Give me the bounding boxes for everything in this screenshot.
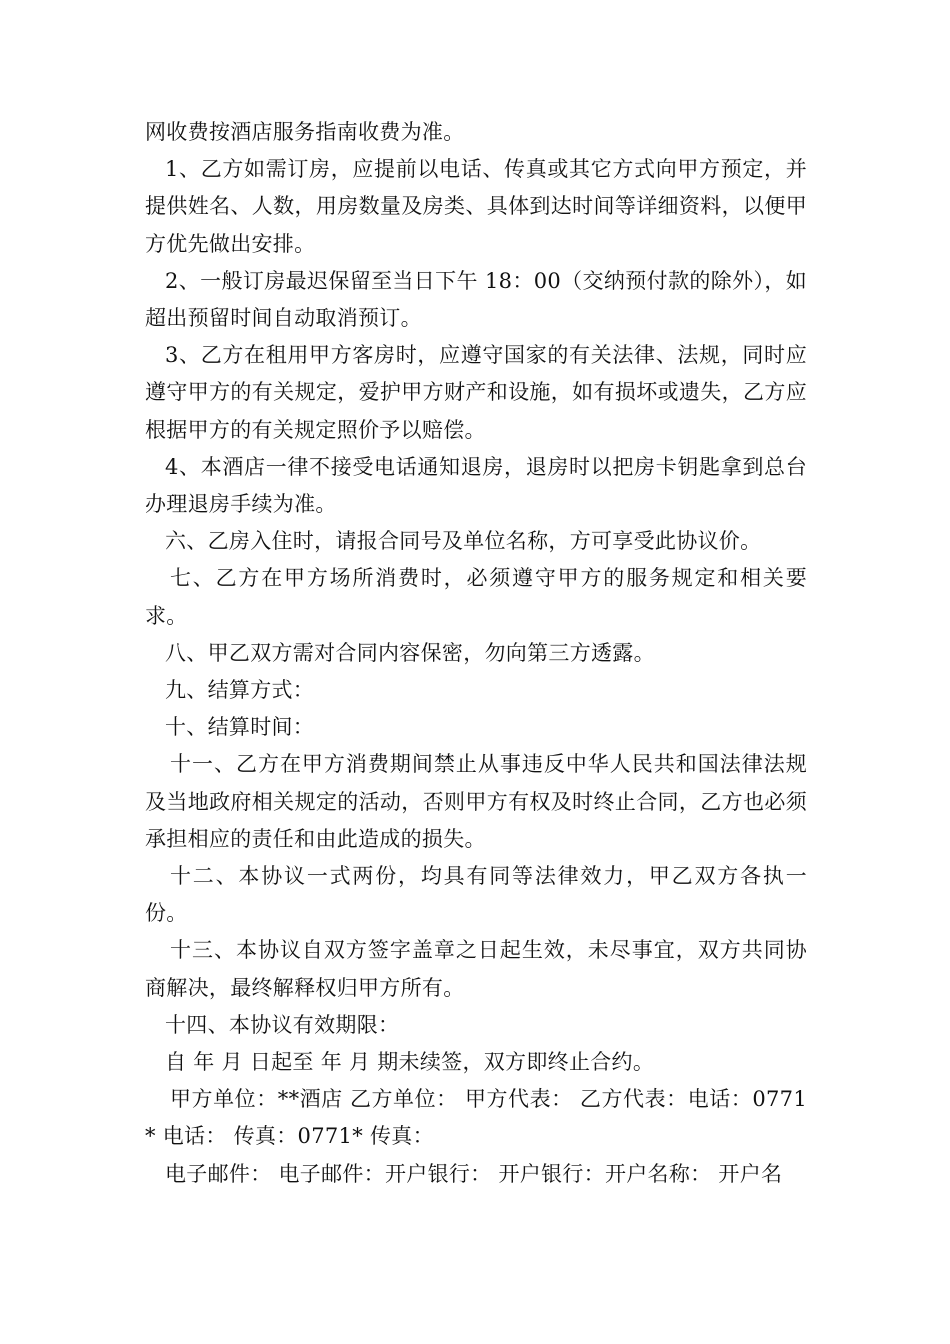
clause-six: 六、乙房入住时，请报合同号及单位名称，方可享受此协议价。 xyxy=(165,529,762,554)
clause-seven: 七、乙方在甲方场所消费时，必须遵守甲方的服务规定和相关要求。 xyxy=(145,566,807,628)
clause-eleven: 十一、乙方在甲方消费期间禁止从事违反中华人民共和国法律法规及当地政府相关规定的活动，否则甲方有权及时终止合同，乙方也必须承担相应的责任和由此造成的损失。 xyxy=(145,752,807,851)
clause-4: 4、本酒店一律不接受电话通知退房，退房时以把房卡钥匙拿到总台办理退房手续为准。 xyxy=(145,454,807,517)
clause-ten: 十、结算时间： xyxy=(165,715,315,740)
clause-1: 1、乙方如需订房，应提前以电话、传真或其它方式向甲方预定，并提供姓名、人数，用房数量及房类、具体到达时间等详细资料，以便甲方优先做出安排。 xyxy=(145,157,807,256)
clause-eight: 八、甲乙双方需对合同内容保密，勿向第三方透露。 xyxy=(165,640,655,665)
signature-block: 甲方单位：**酒店 乙方单位： 甲方代表： 乙方代表：电话：0771* 电话： 传真：0771* 传真： xyxy=(145,1087,807,1149)
paragraph-continuation: 网收费按酒店服务指南收费为准。 xyxy=(145,120,465,144)
clause-twelve: 十二、本协议一式两份，均具有同等法律效力，甲乙双方各执一份。 xyxy=(145,864,807,926)
clause-3: 3、乙方在租用甲方客房时，应遵守国家的有关法律、法规，同时应遵守甲方的有关规定，爱护甲方财产和设施，如有损坏或遗失，乙方应根据甲方的有关规定照价予以赔偿。 xyxy=(145,343,807,442)
clause-nine: 九、结算方式： xyxy=(165,678,315,703)
clause-fourteen: 十四、本协议有效期限： xyxy=(165,1012,400,1037)
clause-thirteen: 十三、本协议自双方签字盖章之日起生效，未尽事宜，双方共同协商解决，最终解释权归甲方所有。 xyxy=(145,938,807,1000)
clause-2: 2、一般订房最迟保留至当日下午 18：00（交纳预付款的除外），如超出预留时间自动取消预订。 xyxy=(145,268,807,331)
contact-block: 电子邮件： 电子邮件：开户银行： 开户银行：开户名称： 开户名 xyxy=(165,1161,783,1186)
validity-period: 自 年 月 日起至 年 月 期未续签，双方即终止合约。 xyxy=(165,1050,655,1075)
document-body xyxy=(145,114,807,1193)
